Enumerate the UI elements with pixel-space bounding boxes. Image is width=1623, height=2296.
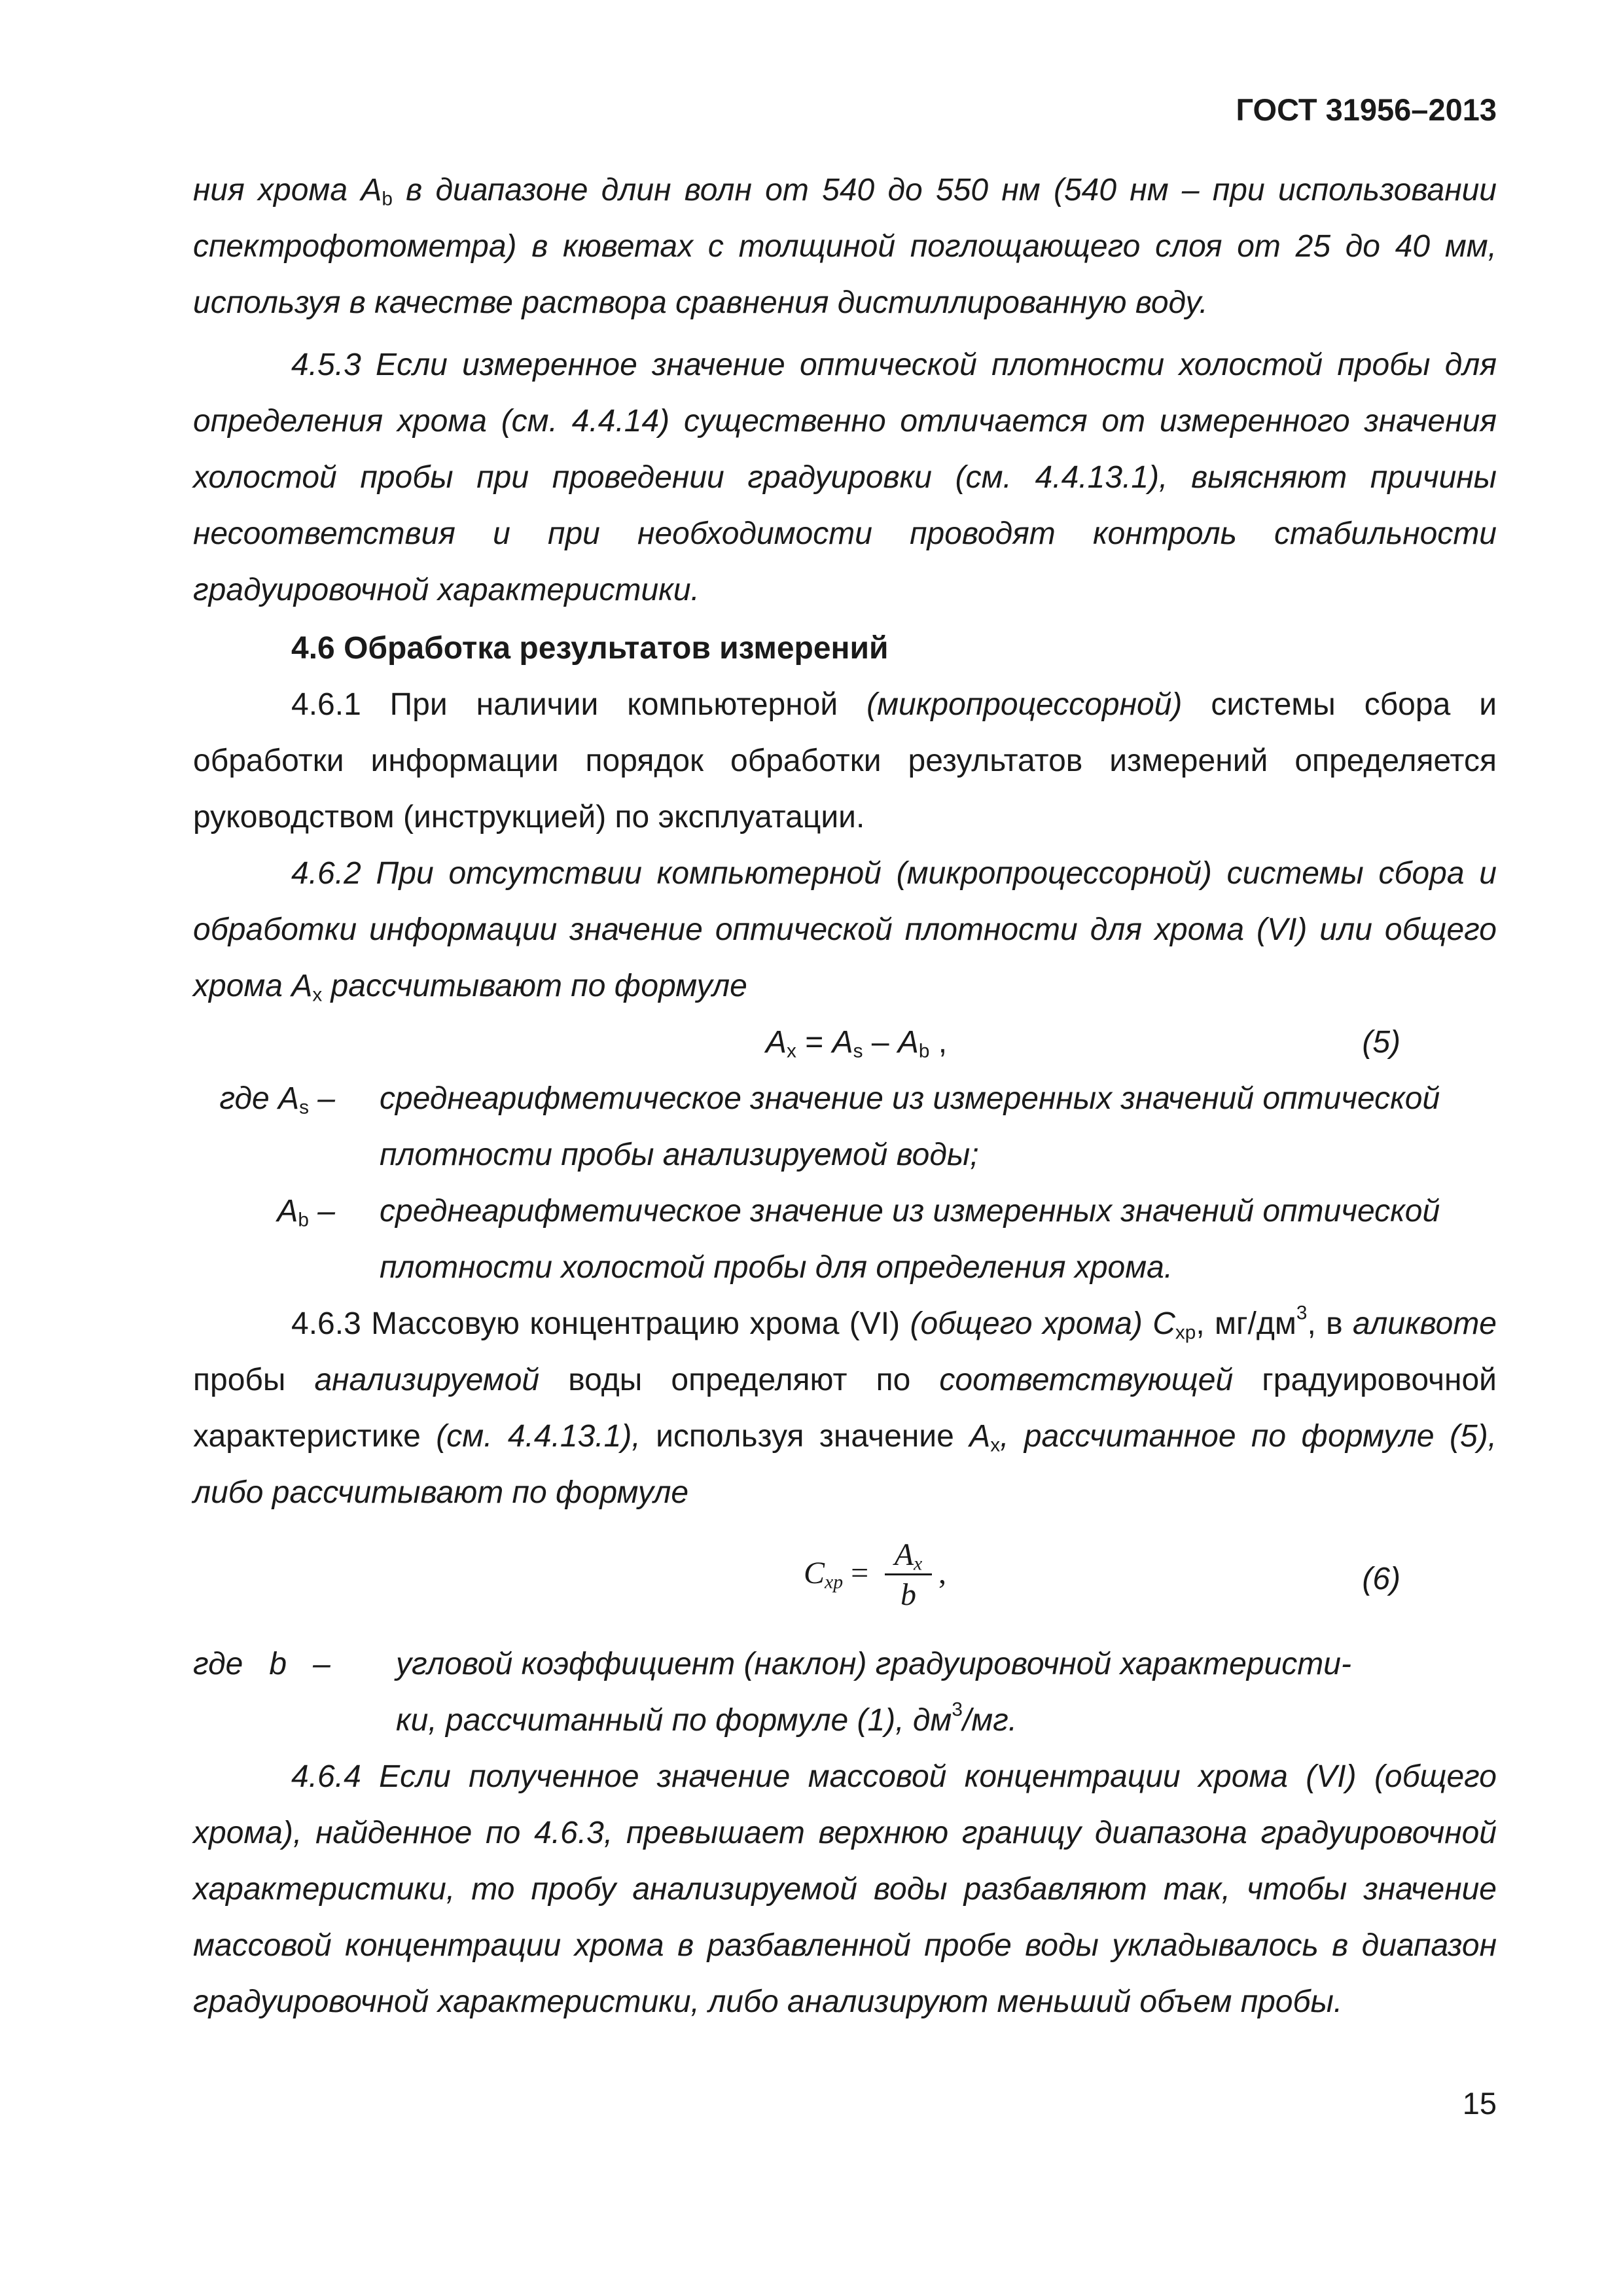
formula-symbol: A <box>894 1537 914 1572</box>
legend-symbol: A <box>277 1194 298 1229</box>
legend-text-b-line1: угловой коэффициент (наклон) градуировочной характеристи- <box>396 1647 1351 1681</box>
formula-5-number: (5) <box>1362 1025 1400 1060</box>
paragraph-text: используя значение <box>640 1419 970 1454</box>
paragraph-text-italic: соответствующей <box>939 1363 1234 1397</box>
formula-5-legend <box>0 1071 1623 1296</box>
formula-symbol: A <box>832 1025 853 1060</box>
formula-6-row <box>0 1551 1623 1607</box>
formula-operator: = <box>796 1025 832 1060</box>
paragraph-text: , в <box>1307 1306 1353 1341</box>
legend-subscript: b <box>298 1209 309 1231</box>
formula-symbol: A <box>897 1025 919 1060</box>
paragraph-text-italic: анализируемой <box>314 1363 540 1397</box>
paragraph-4-6-2 <box>193 846 1497 1014</box>
formula-5 <box>0 1014 1623 1071</box>
paragraph-4-6-3 <box>193 1296 1497 1521</box>
paragraph-text-italic: (общего хрома) C <box>910 1306 1175 1341</box>
paragraph-text-italic: (см. 4.4.13.1), <box>436 1419 641 1454</box>
formula-subscript: xp <box>825 1571 844 1593</box>
formula-symbol: C <box>804 1556 825 1590</box>
paragraph-text: ния хрома <box>193 173 361 207</box>
symbol-subscript: хр <box>1175 1321 1196 1344</box>
legend-lead: где <box>219 1081 279 1116</box>
paragraph-text-italic: (микропроцессорной) <box>866 687 1183 722</box>
paragraph-4-6-1 <box>193 677 1497 846</box>
formula-subscript: s <box>853 1040 863 1062</box>
formula-operator: = <box>843 1556 869 1590</box>
paragraph-continuation <box>193 162 1497 331</box>
fraction-denominator: b <box>901 1577 916 1612</box>
paragraph-text-italic: , рассчитанное по формуле (5), либо рассчитывают по формуле <box>193 1419 1497 1510</box>
unit-superscript: 3 <box>952 1698 963 1721</box>
unit-superscript: 3 <box>1296 1302 1308 1324</box>
legend-text: ки, рассчитанный по формуле (1), дм <box>396 1703 952 1738</box>
paragraph-text: , мг/дм <box>1196 1306 1296 1341</box>
formula-5-expression <box>766 1014 947 1071</box>
page-number: 15 <box>1462 2086 1497 2121</box>
symbol-a: A <box>969 1419 991 1454</box>
legend-subscript: s <box>299 1096 309 1119</box>
legend-text-as: среднеарифметическое значение из измеренных значений оптической плотности пробы анализируемой воды; <box>380 1081 1440 1172</box>
symbol-subscript: b <box>382 188 393 210</box>
legend-symbol-ab <box>249 1183 335 1240</box>
paragraph-text: воды определяют по <box>539 1363 940 1397</box>
section-heading-4-6: 4.6 Обработка результатов измерений <box>291 631 889 666</box>
legend-text: /мг. <box>962 1703 1018 1738</box>
symbol-subscript: x <box>312 984 323 1006</box>
formula-6-legend <box>0 1636 1623 1749</box>
paragraph-text: 4.6.1 При наличии компьютерной <box>291 687 867 722</box>
formula-operator: – <box>863 1025 898 1060</box>
paragraph-text: рассчитывают по формуле <box>322 969 747 1003</box>
paragraph-4-5-3: 4.5.3 Если измеренное значение оптической плотности холостой пробы для определения хрома (см. 4.4.14) существенно отличается от измеренного значения холостой пробы при проведении градуировки (см. 4.4.13.1), выясняют причины несоответствия и при необходимости проводят контроль стабильности градуировочной характеристики. <box>193 348 1497 607</box>
paragraph-text: 4.6.2 При отсутствии компьютерной (микропроцессорной) системы сбора и обработки информации значение оптической плотности для хрома (VI) или общего хрома <box>193 856 1497 1003</box>
paragraph-text-italic: аликвоте <box>1353 1306 1497 1341</box>
formula-subscript: x <box>787 1040 796 1062</box>
formula-punctuation: , <box>938 1556 946 1590</box>
legend-dash: – <box>308 1081 335 1116</box>
paragraph-text: пробы <box>193 1363 315 1397</box>
legend-text-ab: среднеарифметическое значение из измеренных значений оптической плотности холостой пробы для определения хрома. <box>380 1194 1440 1285</box>
paragraph-4-6-4: 4.6.4 Если полученное значение массовой концентрации хрома (VI) (общего хрома), найденное по 4.6.3, превышает верхнюю границу диапазона градуировочной характеристики, то пробу анализируемой воды разбавляют так, чтобы значение массовой концентрации хрома в разбавленной пробе воды укладывалось в диапазон градуировочной характеристики, либо анализируют меньший объем пробы. <box>193 1759 1497 2019</box>
symbol-subscript: x <box>990 1434 1001 1456</box>
document-standard-number: ГОСТ 31956–2013 <box>1236 92 1497 127</box>
formula-symbol: A <box>766 1025 787 1060</box>
formula-subscript: b <box>918 1040 930 1062</box>
legend-text-b-line2 <box>396 1693 1017 1749</box>
formula-subscript: x <box>914 1552 923 1575</box>
paragraph-text: 4.6.3 Массовую концентрацию хрома (VI) <box>291 1306 910 1341</box>
legend-symbol-as <box>196 1071 335 1127</box>
paragraph-text: в диапазоне длин волн от 540 до 550 нм (540 нм – при использовании спектрофотометра) в кюветах с толщиной поглощающего слоя от 25 до 40 мм, используя в качестве раствора сравнения дистиллированную воду. <box>193 173 1497 320</box>
symbol-a: A <box>291 969 313 1003</box>
legend-symbol: A <box>278 1081 300 1116</box>
paragraph-text: градуировочной характеристике <box>193 1363 1497 1454</box>
formula-punctuation: , <box>929 1025 948 1060</box>
legend-lead-b: где b – <box>193 1647 330 1681</box>
symbol-a: A <box>361 173 382 207</box>
legend-dash: – <box>308 1194 335 1229</box>
formula-6-number: (6) <box>1362 1562 1400 1596</box>
paragraph-text: системы сбора и обработки информации порядок обработки результатов измерений определяется руководством (инструкцией) по эксплуатации. <box>193 687 1497 834</box>
